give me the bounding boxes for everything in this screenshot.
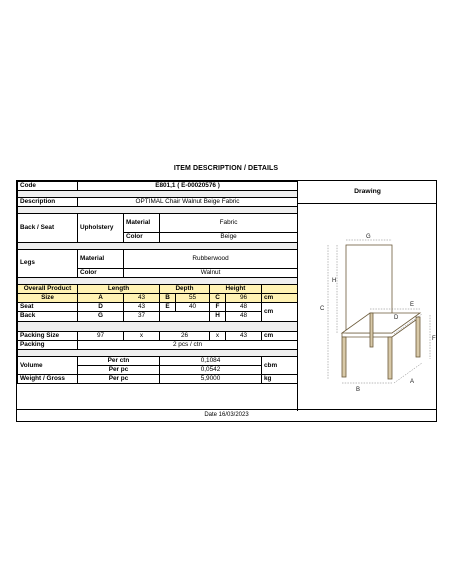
packing-size-unit: cm xyxy=(262,331,298,340)
chair-leg-back-right xyxy=(416,317,420,357)
dim-c-value: 96 xyxy=(226,293,262,302)
back-seat-material-label: Material xyxy=(124,214,160,233)
document-title: ITEM DESCRIPTION / DETAILS xyxy=(173,165,279,172)
upholstery-label: Upholstery xyxy=(78,214,124,242)
packing-size-row xyxy=(18,331,298,340)
packing-value: 2 pcs / ctn xyxy=(78,340,298,349)
volume-unit: cbm xyxy=(262,356,298,374)
length-header: Length xyxy=(78,284,160,293)
dim-e-key: E xyxy=(160,303,176,312)
dim-b-key: B xyxy=(160,293,176,302)
packing-size-height: 43 xyxy=(226,331,262,340)
back-seat-color-label: Color xyxy=(124,233,160,242)
volume-per-ctn-label: Per ctn xyxy=(78,356,160,365)
drawing-label-a: A xyxy=(410,379,415,385)
dim-b-value: 55 xyxy=(176,293,210,302)
footer-date: Date 16/03/2023 xyxy=(17,409,436,421)
legs-material-row xyxy=(18,249,298,268)
drawing-label-f: F xyxy=(432,336,436,342)
code-label: Code xyxy=(18,182,78,191)
back-seat-material-row xyxy=(18,214,298,233)
drawing-label-c: C xyxy=(320,306,325,312)
dim-unit-overall: cm xyxy=(262,293,298,302)
description-value: OPTIMAL Chair Walnut Beige Fabric xyxy=(78,198,298,207)
chair-leg-back-left xyxy=(370,313,373,347)
legs-material-label: Material xyxy=(78,249,124,268)
weight-row xyxy=(18,375,298,384)
packing-size-x1: x xyxy=(124,331,160,340)
overall-size-label-1: Overall Product xyxy=(18,284,78,293)
packing-size-label: Packing Size xyxy=(18,331,78,340)
dim-d-value: 43 xyxy=(124,303,160,312)
chair-leg-front-left xyxy=(342,337,346,377)
volume-per-pc-value: 0,0542 xyxy=(160,366,262,375)
dim-e-value: 40 xyxy=(176,303,210,312)
overall-size-label-2: Size xyxy=(18,293,78,302)
description-row xyxy=(18,198,298,207)
volume-per-ctn-value: 0,1084 xyxy=(160,356,262,365)
dimensions-header-row xyxy=(18,284,298,293)
seat-dimensions-row xyxy=(18,303,298,312)
dim-g-key: G xyxy=(78,312,124,321)
back-seat-color-value: Beige xyxy=(160,233,298,242)
dim-d-key: D xyxy=(78,303,124,312)
dim-g-value: 37 xyxy=(124,312,160,321)
weight-unit: kg xyxy=(262,375,298,384)
height-header: Height xyxy=(210,284,262,293)
volume-per-pc-label: Per pc xyxy=(78,366,160,375)
packing-size-x2: x xyxy=(210,331,226,340)
spec-table xyxy=(17,181,298,384)
code-row xyxy=(18,182,298,191)
dim-f-value: 48 xyxy=(226,303,262,312)
volume-per-ctn-row xyxy=(18,356,298,365)
drawing-label-e: E xyxy=(410,302,415,308)
legs-label: Legs xyxy=(18,249,78,277)
dim-h-key: H xyxy=(210,312,226,321)
packing-size-length: 97 xyxy=(78,331,124,340)
overall-size-row xyxy=(18,293,298,302)
dim-unit-seat-back: cm xyxy=(262,303,298,321)
weight-label: Weight / Gross xyxy=(18,375,78,384)
drawing-label-b: B xyxy=(356,387,361,393)
chair-drawing xyxy=(298,203,437,411)
dim-f-key: F xyxy=(210,303,226,312)
drawing-label-d: D xyxy=(394,315,399,321)
drawing-title: Drawing xyxy=(298,181,437,204)
legs-color-value: Walnut xyxy=(124,268,298,277)
packing-row xyxy=(18,340,298,349)
drawing-label-h: H xyxy=(332,278,337,284)
back-dimensions-row xyxy=(18,312,298,321)
dim-a-key: A xyxy=(78,293,124,302)
code-value: E801,1 ( E-00020576 ) xyxy=(78,182,298,191)
spec-sheet xyxy=(16,180,437,422)
seat-label: Seat xyxy=(18,303,78,312)
packing-label: Packing xyxy=(18,340,78,349)
back-seat-material-value: Fabric xyxy=(160,214,298,233)
chair-leg-front-right xyxy=(388,337,392,379)
drawing-panel xyxy=(297,181,436,411)
drawing-label-g: G xyxy=(366,234,371,240)
packing-size-width: 26 xyxy=(160,331,210,340)
back-label: Back xyxy=(18,312,78,321)
volume-label: Volume xyxy=(18,356,78,374)
legs-color-label: Color xyxy=(78,268,124,277)
description-label: Description xyxy=(18,198,78,207)
depth-header: Depth xyxy=(160,284,210,293)
dim-c-key: C xyxy=(210,293,226,302)
dim-a-value: 43 xyxy=(124,293,160,302)
weight-per-pc-label: Per pc xyxy=(78,375,160,384)
dim-h-value: 48 xyxy=(226,312,262,321)
back-seat-label: Back / Seat xyxy=(18,214,78,242)
legs-material-value: Rubberwood xyxy=(124,249,298,268)
weight-value: 5,9000 xyxy=(160,375,262,384)
